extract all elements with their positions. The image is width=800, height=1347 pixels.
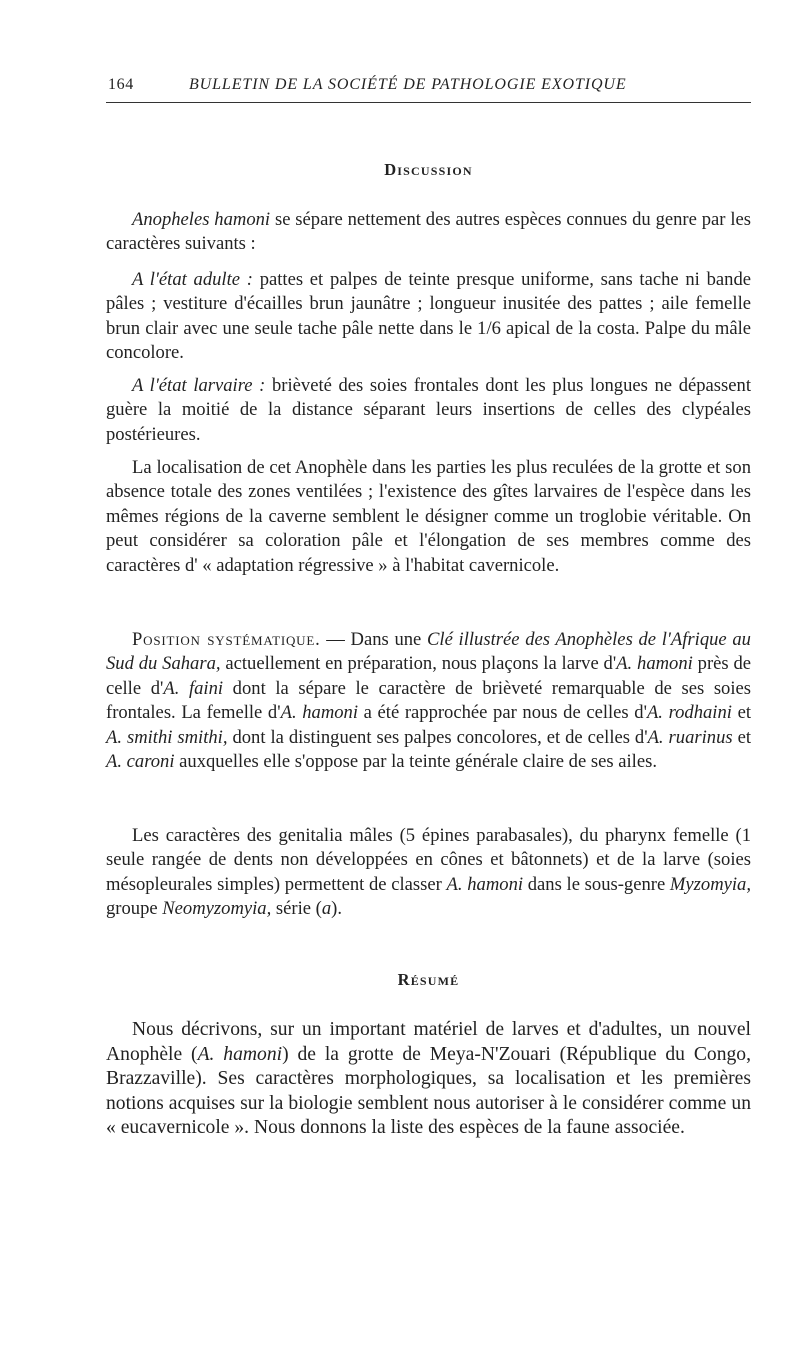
series-letter: a	[321, 898, 332, 920]
discussion-heading: Discussion	[384, 160, 473, 179]
text-run: a été rapprochée par nous de celles d'	[358, 702, 647, 724]
species-name: A. hamoni	[616, 653, 693, 675]
species-name: A. ruarinus	[647, 726, 733, 748]
text-run: ).	[331, 898, 342, 920]
text-run: — Dans une	[320, 629, 428, 650]
discussion-paragraph-adult	[106, 268, 751, 366]
paragraph-text: pattes et palpes de teinte presque uniforme, sans tache ni bande pâles ; vestiture d'écailles brun jaunâtre ; longueur inusitée des pattes ; aile femelle brun clair avec une seule tache pâle nette dans le 1/6 apical de la costa. Palpe du mâle concolore.	[106, 269, 751, 364]
text-run: Les caractères des genitalia mâles (5 épines parabasales), du pharynx femelle (1 seule rangée de dents non développées en cônes et bâtonnets) et de la larve (soies mésopleurales simples) permettent de classer	[106, 825, 751, 895]
species-name: Anopheles hamoni	[132, 209, 271, 230]
species-name: A. hamoni	[446, 873, 524, 895]
discussion-paragraph-larva	[106, 374, 751, 447]
text-run: série (	[271, 898, 322, 920]
journal-title: BULLETIN DE LA SOCIÉTÉ DE PATHOLOGIE EXOTIQUE	[189, 76, 627, 93]
resume-paragraph	[106, 1018, 751, 1141]
text-run: dont la sépare le caractère de brièveté remarquable de ses soies frontales. La femelle d'	[106, 677, 752, 724]
group-name: Neomyzomyia,	[162, 898, 272, 920]
genitalia-paragraph	[106, 824, 751, 922]
subgenus-name: Myzomyia,	[669, 873, 751, 895]
species-name: A. smithi smithi,	[106, 726, 228, 748]
book-title: Clé illustrée des Anophèles de l'Afrique au Sud du Sahara,	[106, 629, 751, 675]
text-run: groupe	[106, 898, 163, 920]
text-run: actuellement en préparation, nous plaçons la larve d'	[220, 653, 617, 675]
position-lead: Position systématique.	[132, 629, 321, 650]
paragraph-text: se sépare nettement des autres espèces connues du genre par les caractères suivants :	[106, 209, 751, 255]
species-name: A. faini	[163, 677, 224, 699]
species-name: A. hamoni	[280, 702, 359, 724]
position-paragraph	[106, 628, 751, 774]
text-run: auxquelles elle s'oppose par la teinte générale claire de ses ailes.	[174, 751, 657, 773]
stage-label: A l'état adulte :	[132, 269, 253, 290]
paragraph-text: brièveté des soies frontales dont les plus longues ne dépassent guère la moitié de la distance séparant leurs insertions de celles des clypéales postérieures.	[106, 375, 751, 445]
species-name: A. rodhaini	[646, 702, 732, 724]
text-run: et	[732, 726, 751, 748]
species-name: A. caroni	[106, 751, 175, 773]
resume-heading: Résumé	[397, 970, 460, 989]
header-rule	[106, 102, 751, 103]
stage-label: A l'état larvaire :	[132, 375, 266, 396]
discussion-paragraph-localisation: La localisation de cet Anophèle dans les parties les plus reculées de la grotte et son absence totale des zones ventilées ; l'existence des gîtes larvaires de l'espèce dans les mêmes régions de la caverne semblent le désigner comme un troglobie véritable. On peut considérer sa coloration pâle et l'élongation de ses membres comme des caractères d' « adaptation régressive » à l'habitat cavernicole.	[106, 457, 751, 576]
text-run: dont la distinguent ses palpes concolores, et de celles d'	[227, 726, 648, 748]
text-run: ) de la grotte de Meya-N'Zouari (République du Congo, Brazzaville). Ses caractères morphologiques, sa localisation et les premières notions acquises sur la biologie semblent nous autoriser à le considérer comme un « eucavernicole ». Nous donnons la liste des espèces de la faune associée.	[106, 1043, 751, 1139]
text-run: près de celle d'	[106, 653, 752, 699]
discussion-paragraph-intro	[106, 208, 751, 257]
text-run: et	[731, 702, 751, 724]
running-head	[106, 72, 753, 98]
species-name: A. hamoni	[197, 1043, 283, 1065]
page	[106, 72, 753, 1139]
page-number: 164	[108, 76, 134, 93]
text-run: dans le sous-genre	[523, 873, 670, 895]
text-run: Nous décrivons, sur un important matériel de larves et d'adultes, un nouvel Anophèle (	[106, 1019, 751, 1065]
